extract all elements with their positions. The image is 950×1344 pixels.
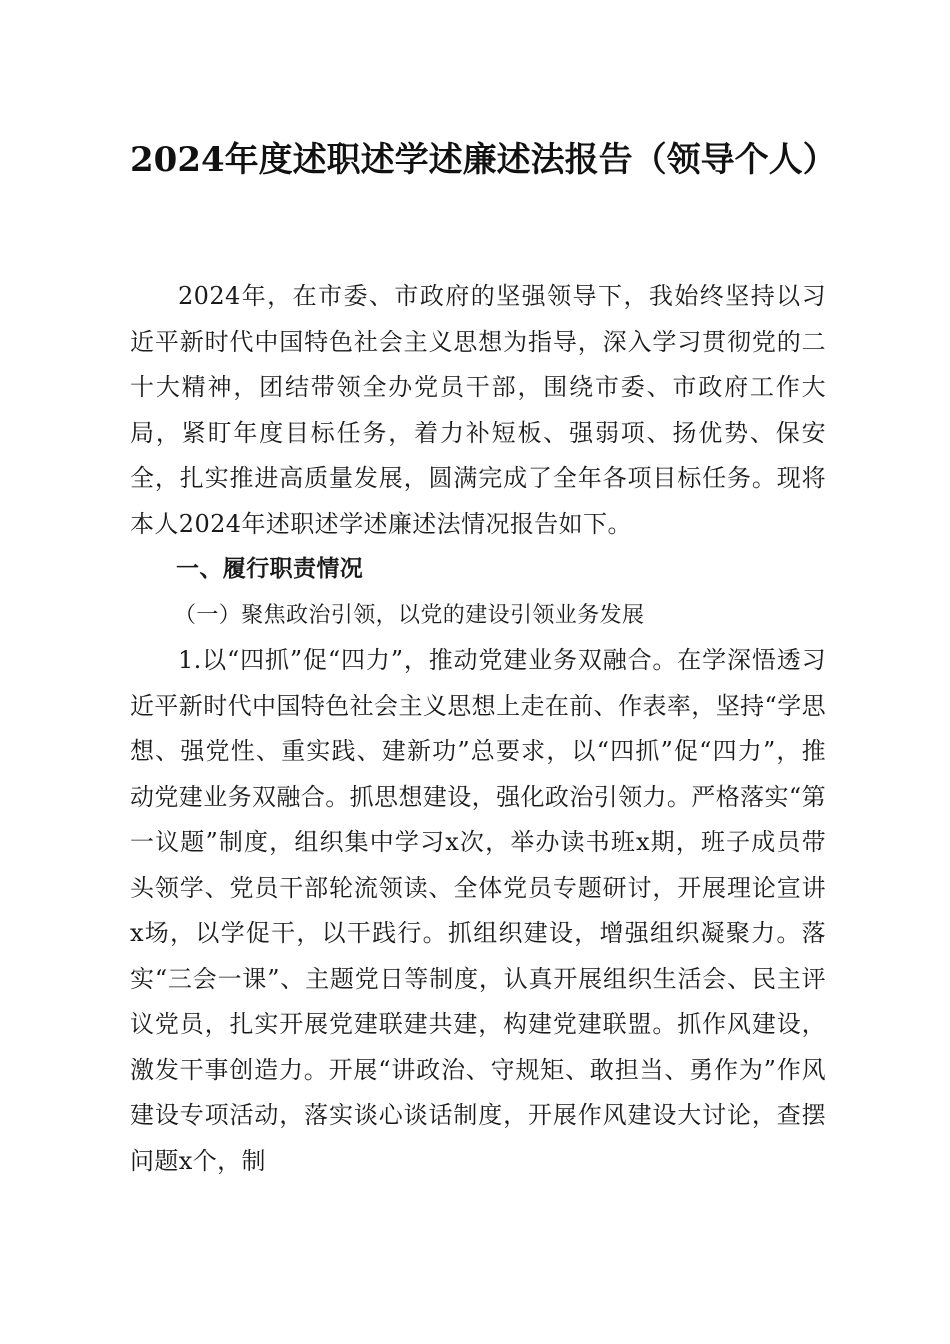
document-body (130, 274, 826, 1184)
intro-paragraph: 2024年，在市委、市政府的坚强领导下，我始终坚持以习近平新时代中国特色社会主义思想为指导，深入学习贯彻党的二十大精神，团结带领全办党员干部，围绕市委、市政府工作大局，紧盯年度目标任务，着力补短板、强弱项、扬优势、保安全，扎实推进高质量发展，圆满完成了全年各项目标任务。现将本人2024年述职述学述廉述法情况报告如下。 (130, 282, 826, 538)
section-heading: 一、履行职责情况 (176, 556, 364, 582)
body-paragraph: 1.以“四抓”促“四力”，推动党建业务双融合。在学深悟透习近平新时代中国特色社会主义思想上走在前、作表率，坚持“学思想、强党性、重实践、建新功”总要求，以“四抓”促“四力”，推动党建业务双融合。抓思想建设，强化政治引领力。严格落实“第一议题”制度，组织集中学习x次，举办读书班x期，班子成员带头领学、党员干部轮流领读、全体党员专题研讨，开展理论宣讲x场，以学促干，以干践行。抓组织建设，增强组织凝聚力。落实“三会一课”、主题党日等制度，认真开展组织生活会、民主评议党员，扎实开展党建联建共建，构建党建联盟。抓作风建设，激发干事创造力。开展“讲政治、守规矩、敢担当、勇作为”作风建设专项活动，落实谈心谈话制度，开展作风建设大讨论，查摆问题x个，制 (130, 646, 826, 1175)
subsection-heading: （一）聚焦政治引领，以党的建设引领业务发展 (174, 602, 645, 628)
document-title: 2024年度述职述学述廉述法报告（领导个人） (130, 140, 837, 180)
